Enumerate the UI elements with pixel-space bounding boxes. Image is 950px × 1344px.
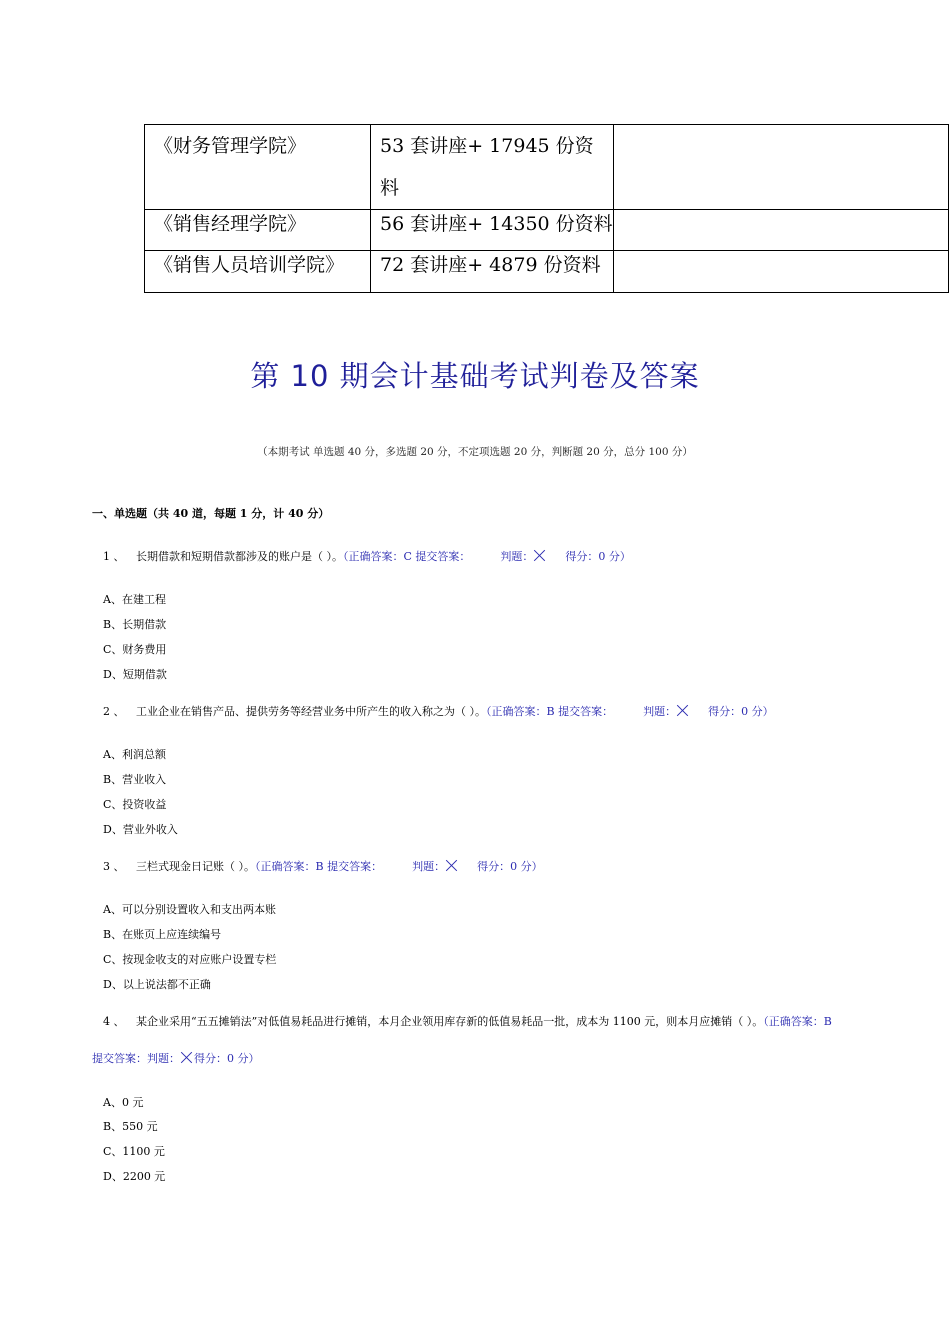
score-text: 得分：0 分） xyxy=(477,860,543,873)
course-content-line1: 53 套讲座+ 17945 份资 xyxy=(380,135,594,157)
course-extra xyxy=(614,251,949,293)
question-2 xyxy=(103,703,774,719)
question-3 xyxy=(103,858,543,874)
exam-title: 第 10 期会计基础考试判卷及答案 xyxy=(250,359,700,393)
question-number: 1 、 xyxy=(103,550,125,563)
score-text: 得分：0 分） xyxy=(708,705,774,718)
course-extra xyxy=(614,210,949,251)
option: B、长期借款 xyxy=(103,618,167,631)
course-table xyxy=(144,124,949,293)
option: B、550 元 xyxy=(103,1120,158,1133)
question-4-answer-line xyxy=(92,1050,260,1066)
judge-label: 判题： xyxy=(412,860,446,873)
judge-label: 判题： xyxy=(500,550,534,563)
course-name: 《销售经理学院》 xyxy=(145,210,371,251)
exam-note: （本期考试 单选题 40 分，多选题 20 分，不定项选题 20 分，判断题 20 分，总分 100 分） xyxy=(257,446,693,458)
cross-icon xyxy=(534,550,545,561)
answer-info: （正确答案：B xyxy=(763,1015,832,1028)
option: D、以上说法都不正确 xyxy=(103,978,211,991)
course-name: 《销售人员培训学院》 xyxy=(145,251,371,293)
option: C、财务费用 xyxy=(103,643,167,656)
course-content: 56 套讲座+ 14350 份资料 xyxy=(371,210,614,251)
section-title: 一、单选题（共 40 道，每题 1 分，计 40 分） xyxy=(92,507,330,520)
option: C、按现金收支的对应账户设置专栏 xyxy=(103,953,277,966)
course-content xyxy=(371,125,614,210)
course-content-line2: 料 xyxy=(380,177,400,199)
answer-info: 提交答案： xyxy=(92,1052,147,1065)
cross-icon xyxy=(446,860,457,871)
judge-label: 判题： xyxy=(147,1052,180,1065)
option: A、在建工程 xyxy=(103,593,166,606)
question-number: 4 、 xyxy=(103,1015,125,1028)
option: B、在账页上应连续编号 xyxy=(103,928,222,941)
question-stem: 工业企业在销售产品、提供劳务等经营业务中所产生的收入称之为（ ）。 xyxy=(136,705,486,718)
question-1 xyxy=(103,548,631,564)
answer-info: （正确答案：B 提交答案： xyxy=(486,705,614,718)
cross-icon xyxy=(677,705,688,716)
question-number: 3 、 xyxy=(103,860,125,873)
course-content: 72 套讲座+ 4879 份资料 xyxy=(371,251,614,293)
score-text: 得分：0 分） xyxy=(565,550,631,563)
judge-label: 判题： xyxy=(643,705,677,718)
option: C、1100 元 xyxy=(103,1145,165,1158)
score-text: 得分：0 分） xyxy=(194,1052,260,1065)
question-number: 2 、 xyxy=(103,705,125,718)
table-row xyxy=(145,210,949,251)
option: C、投资收益 xyxy=(103,798,167,811)
question-4 xyxy=(103,1013,832,1029)
option: D、2200 元 xyxy=(103,1170,166,1183)
option: D、短期借款 xyxy=(103,668,167,681)
option: A、0 元 xyxy=(103,1096,144,1109)
cross-icon xyxy=(181,1052,192,1063)
course-extra xyxy=(614,125,949,210)
table-row xyxy=(145,125,949,210)
option: A、可以分别设置收入和支出两本账 xyxy=(103,903,276,916)
answer-info: （正确答案：C 提交答案： xyxy=(343,550,471,563)
option: D、营业外收入 xyxy=(103,823,178,836)
option: B、营业收入 xyxy=(103,773,167,786)
question-stem: 三栏式现金日记账（ ）。 xyxy=(136,860,255,873)
option: A、利润总额 xyxy=(103,748,166,761)
question-stem: 某企业采用“五五摊销法”对低值易耗品进行摊销，本月企业领用库存新的低值易耗品一批，成本为 1100 元，则本月应摊销（ ）。 xyxy=(136,1015,764,1028)
course-name: 《财务管理学院》 xyxy=(145,125,371,210)
table-row xyxy=(145,251,949,293)
answer-info: （正确答案：B 提交答案： xyxy=(255,860,383,873)
question-stem: 长期借款和短期借款都涉及的账户是（ ）。 xyxy=(136,550,343,563)
